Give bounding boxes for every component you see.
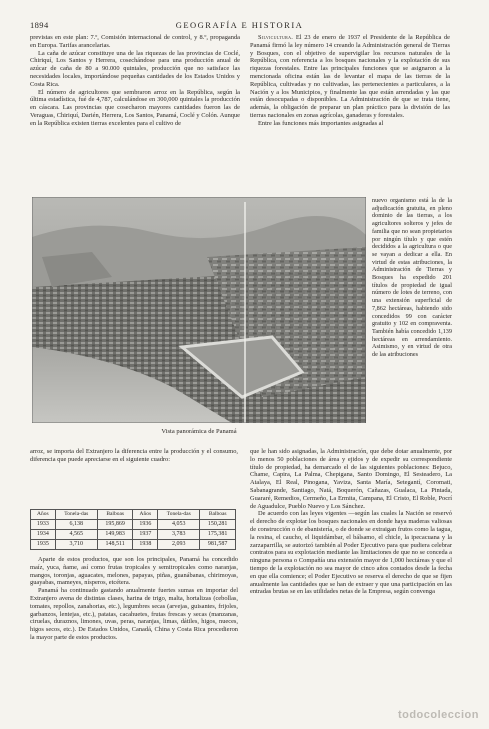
page-number: 1894 bbox=[30, 20, 49, 30]
page-header bbox=[30, 20, 449, 32]
section-title: Silvicultura. bbox=[258, 34, 294, 41]
table-row bbox=[31, 539, 236, 549]
paragraph: arroz, se importa del Extranjero la diferencia entre la producción y el consumo, diferencia que puede apreciarse en el siguiente cuadro: bbox=[30, 448, 238, 463]
table-header: Tonela-das bbox=[158, 510, 200, 520]
paragraph: que le han sido asignadas, la Administración, que debe dotar anualmente, por lo menos 50 poblaciones de área y ejidos y de expedir su correspondiente título de propiedad, ha demarcado el de las siguientes poblaciones: Bejuco, Chame, Capira, La Palma, Chepigana, Santo Domingo, El Sesteadero, La Atalaya, El Real, Pinogana, Yaviza, Santa María, Setegantí, Coromati, Sabanagrande, Santiago, Natá, Boquerón, Cañazas, Gualaca, La Pintada, Guararé, Remedios, Cermeño, La Ermita, Campana, El Cristo, El Roble, Pocrí de Aguadulce, Pueblo Nuevo y Los Sánchez. bbox=[250, 448, 452, 510]
paragraph: El número de agricultores que sembraron arroz en la República, según la última estadística, fué de 4,787, calculándose en 300,000 quintales la producción en cáscara. Las provincias que cosecharon mayores cantidades fueron las de Veraguas, Chiriquí, Darién, Herrera, Los Santos, Panamá, Coclé y Colón. Aunque en la República existen tierras excelentes para el cultivo de bbox=[30, 88, 240, 127]
table-cell: 149,983 bbox=[97, 529, 133, 539]
photo-caption: Vista panorámica de Panamá bbox=[161, 428, 237, 435]
paragraph: De acuerdo con las leyes vigentes —según las cuales la Nación se reservó el derecho de explotar los bosques nacionales en donde haya maderas valiosas de construcción o de ebanistería, o de donde se extraigan frutos como la tagua, la resina, el caucho, el liquidámbar, el bálsamo, el chicle, la ipecacuana y la zarzaparrilla, se autorizó también al Poder Ejecutivo para que pudiera celebrar contratos para su explotación mediante las limitaciones de que no se conceda a ninguna persona o Compañía una extensión mayor de 1,000 hectáreas y que el tiempo de la explotación no sea mayor de cinco años contados desde la fecha en que ella comience; el Poder Ejecutivo se reserva el derecho de que se fijen anualmente las cantidades que se han de extraer y que una participación en las entradas brutas se en las utilidades netas de la Empresa, según convenga bbox=[250, 510, 452, 596]
table-row bbox=[31, 519, 236, 529]
table-cell: 195,869 bbox=[97, 519, 133, 529]
table-cell: 1933 bbox=[31, 519, 56, 529]
rice-import-table bbox=[30, 509, 236, 550]
table-cell: 3,783 bbox=[158, 529, 200, 539]
watermark: todocoleccion bbox=[397, 709, 479, 721]
paragraph: Entre las funciones más importantes asignadas al bbox=[258, 119, 384, 127]
table-cell: 175,381 bbox=[200, 529, 236, 539]
right-column-top bbox=[250, 34, 450, 190]
table-header: Años bbox=[31, 510, 56, 520]
panorama-photo bbox=[32, 197, 366, 423]
table-cell: 1935 bbox=[31, 539, 56, 549]
table-cell: 3,710 bbox=[55, 539, 97, 549]
table-cell: 1938 bbox=[133, 539, 158, 549]
paragraph: La caña de azúcar constituye una de las riquezas de las provincias de Coclé, Chiriquí, Los Santos y Herrera, cosechándose para una producción anual de azúcar de caña de 80 a 90.000 quintales, producción que no satisface las necesidades locales, importándose pequeñas cantidades de los Estados Unidos y Costa Rica. bbox=[30, 49, 240, 88]
right-narrow-column bbox=[372, 197, 452, 445]
table-cell: 981,587 bbox=[200, 539, 236, 549]
table-header: Tonela-das bbox=[55, 510, 97, 520]
bottom-left-intro bbox=[30, 448, 238, 508]
table-cell: 6,138 bbox=[55, 519, 97, 529]
paragraph: nuevo organismo está la de la adjudicación gratuita, en pleno dominio de las tierras, a los agricultores solteros y jefes de familia que no sean propietarios por ningún título y que estén decididos a la agricultura o que se vayan a dedicar a ella. En virtud de estas atribuciones, la Administración de Tierras y Bosques ha expedido 201 títulos de propiedad de igual número de lotes de terreno, con una extensión superficial de 7,862 hectáreas, habiendo sido concedidos 99 con carácter gratuito y 102 en compraventa. También había concedido 1,139 hectáreas en arrendamiento. Asimismo, y en virtud de otra de las atribuciones bbox=[372, 197, 452, 359]
table-header: Balboas bbox=[200, 510, 236, 520]
paragraph: El 23 de enero de 1937 el Presidente de la República de Panamá firmó la ley número 14 creando la Administración general de Tierras y Bosques, con el objetivo de supervigilar los recursos naturales de la República, con referencia a los bosques nacionales y la explotación de sus riquezas forestales. Entre las principales funciones que se asignaron a la mencionada oficina están las de levantar el mapa de las tierras de la República, cultivadas y no cultivadas, las pertenecientes a particulares, a la Nación y a los Municipios, y finalmente las que están arrendadas y las que están desocupadas o disponibles. La Administración de que se trata tiene, además, la obligación de preparar un plan práctico para la división de las tierras nacionales en zonas agrícolas, ganaderas y forestales. bbox=[250, 34, 450, 119]
paragraph: Panamá ha continuado gastando anualmente fuertes sumas en importar del Extranjero avena de distintas clases, harina de trigo, malta, hortalizas (cebollas, tomates, repollos, zanahorias, etc.), legumbres secas (arvejas, guisantes, frijoles, garbanzos, lentejas, etc.), patatas, cacahuetes, frutas frescas y secas (manzanas, ciruelas, duraznos, limones, uvas, peras, naranjas, limas, dátiles, higos, nueces, higos secos, etc.). De Estados Unidos, Canadá, China y Costa Rica procedieron la mayor parte de estos productos. bbox=[30, 587, 238, 641]
table-cell: 1934 bbox=[31, 529, 56, 539]
table-header: Años bbox=[133, 510, 158, 520]
table-header-row bbox=[31, 510, 236, 520]
table-cell: 148,511 bbox=[97, 539, 133, 549]
running-title: GEOGRAFÍA E HISTORIA bbox=[175, 20, 304, 30]
left-column-top bbox=[30, 34, 240, 190]
bottom-left-column bbox=[30, 556, 238, 706]
table-cell: 4,565 bbox=[55, 529, 97, 539]
table-cell: 1936 bbox=[133, 519, 158, 529]
table-cell: 1937 bbox=[133, 529, 158, 539]
table-header: Balboas bbox=[97, 510, 133, 520]
paragraph: previstas en este plan: 7.º, Comisión internacional de control, y 8.º, propaganda en Europa. Tarifas arancelarias. bbox=[30, 34, 240, 49]
bottom-right-column bbox=[250, 448, 452, 706]
table-row bbox=[31, 529, 236, 539]
table-cell: 150,281 bbox=[200, 519, 236, 529]
paragraph: Aparte de estos productos, que son los principales, Panamá ha concedido maíz, yuca, ñame, así como frutas tropicales y semitropicales como naranjas, mangos, toronjas, aguacates, melones, papayas, piñas, guanábanas, chirimoyas, guayabas, mameyes, nísperos, etcétera. bbox=[30, 556, 238, 587]
table-cell: 2,093 bbox=[158, 539, 200, 549]
table-cell: 4,053 bbox=[158, 519, 200, 529]
